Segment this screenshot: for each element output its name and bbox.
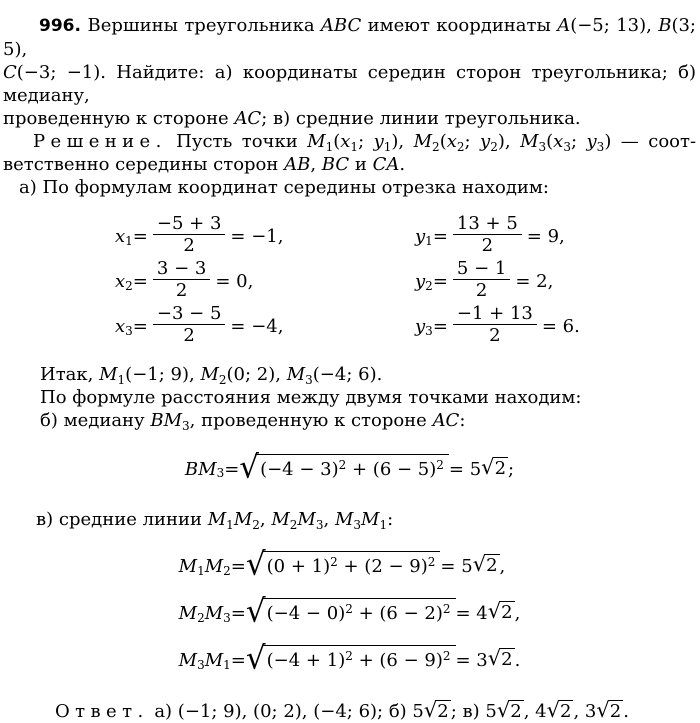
text-run: 13 + 5 [456,213,518,234]
text-run: y [480,131,491,152]
fraction [153,213,226,256]
text-run: = [132,226,148,247]
equation-row: M $_2$ M $_3$ = √ $(-4 - 0)^2 + (6 - 2)^2$ = 4 √ 2 , [178,592,521,630]
text-run: = 4 [455,603,488,624]
text-run: = 9, [526,226,565,247]
text-run: 3 [182,419,190,433]
text-run: 2 [510,700,522,722]
text-run: y [415,316,426,337]
text-run: M [178,603,198,624]
text-run: , [259,509,272,530]
radical-icon: √ [423,697,438,722]
text-run: 2 [175,280,188,301]
text-run: 2 [442,649,451,663]
text-run: M [200,364,219,385]
text-run: AC [234,108,262,129]
equation-row: M $_3$ M $_1$ = √ $(-4 + 1)^2 + (6 - 9)^2$ = 3 √ 2 . [178,639,521,677]
median-equation: BM $_3$ = √ $(-4 - 3)^2 + (6 - 5)^2$ = 5 √ 2 ; [184,448,515,486]
text-run: 2 [345,602,353,616]
text-run: 2 [289,518,298,532]
text-run: y [415,226,426,247]
text-run: = [230,650,246,671]
text-run: ( [546,131,554,152]
text-run: 2 [432,140,440,154]
equation-row: M $_1$ M $_2$ = √ $(0 + 1)^2 + (2 - 9)^2$ = 5 √ 2 , [178,545,506,583]
text-run: ; [464,131,481,152]
text-run: ( [333,131,341,152]
text-run: а) (−1; 9), (0; 2), (−4; 6); б) 5 [148,701,424,722]
text-run: 2 [436,457,444,472]
text-run: : [387,509,394,530]
text-run: 3 − 3 [156,258,207,279]
fraction [453,303,537,346]
text-run: x [553,131,564,152]
text-run: 2 [427,555,436,569]
text-run: проведенную к стороне [3,108,235,129]
text-run: = 5 [440,556,473,577]
text-run: x [340,131,351,152]
answer-line [3,697,696,723]
text-run: (3; 5), [3,15,696,60]
text-run: y [586,131,597,152]
text-run: . [623,701,629,722]
text-run: 1 [226,518,234,532]
text-run: −3 − 5 [156,303,222,324]
text-run: (−3; −1). Найдите: а) координаты середин сторон треугольника; б) медиану, [3,62,696,106]
text-run: ; [508,458,515,480]
text-run: 1 [117,373,126,387]
part-a-heading [3,176,696,199]
radical-icon: √ [245,545,266,583]
text-run: = [432,271,448,292]
text-run: и [349,154,373,175]
text-run: Решение. [33,131,167,152]
text-run: M [297,509,316,530]
text-run: M [361,509,380,530]
text-run: y [415,271,426,292]
text-run: . [399,154,406,175]
text-run: , 3 [573,701,597,722]
text-run: 2 [559,700,572,722]
equation-left: x $_3$ = $\frac{-3 - 5}{2}$ = −4, [115,303,284,346]
text-line [55,697,696,723]
text-line [40,363,696,386]
part-c-heading [3,508,696,531]
text-run: 2 [183,235,195,256]
text-run: M [99,364,118,385]
problem-statement [3,14,696,130]
text-run: x [115,271,126,292]
text-run: (−4; 6). [312,364,383,385]
text-run: (−4 − 0) [266,603,346,624]
fraction [453,213,522,256]
equation-right: y $_2$ = $\frac{5 - 1}{2}$ = 2, [415,258,554,301]
text-run: 2 [442,602,451,616]
midpoints-summary [3,363,696,432]
sqrt-radical [546,697,574,722]
text-run: = [132,316,148,337]
text-run: ABC [320,15,362,36]
text-run: ; [570,131,587,152]
text-run: 2 [437,700,449,722]
text-line [3,61,696,107]
text-line [3,14,696,61]
text-run: −1 + 13 [456,303,533,324]
text-run: (−5; 13), [570,15,659,36]
text-run: ; в) 5 [450,701,497,722]
text-line [19,176,696,199]
text-run: , [499,556,506,577]
text-run: y [373,131,384,152]
text-run: ) — соот- [604,131,697,152]
text-run: , проведенную к стороне [189,410,433,431]
text-run: M [233,509,253,530]
text-run: 2 [501,649,513,670]
radical-icon: √ [487,646,502,670]
text-run: имеют координаты [361,15,558,36]
text-run: Вершины треугольника [87,15,321,36]
text-run: M [307,131,326,152]
text-run: = 0, [215,271,254,292]
text-run: 2 [345,649,353,663]
sqrt-radical [423,697,451,722]
text-run: , [310,154,322,175]
text-run: x [446,131,457,152]
text-run: 2 [481,235,494,256]
text-run: 2 [494,457,507,479]
text-run: x [115,226,126,247]
text-run: = −1, [230,226,284,247]
text-run: A [557,15,571,36]
text-run: (−1; 9), [125,364,201,385]
text-run: 2 [330,555,338,569]
text-run: ; [358,131,374,152]
text-run: Итак, [40,364,100,385]
text-run: , 4 [523,701,547,722]
text-run: ; в) средние линии треугольника. [261,108,581,129]
text-run: CA [372,154,400,175]
text-run: + (6 − 9) [352,650,443,671]
text-run: = [230,603,246,624]
text-run: 2 [252,518,260,532]
text-run: M [520,131,539,152]
text-run: M [204,650,224,671]
sqrt-radical [596,697,623,722]
text-run: 2 [475,280,488,301]
radical-icon: √ [481,454,495,479]
text-run: 3 [596,140,605,154]
text-run: C [3,62,17,83]
text-run: Ответ. [55,701,149,722]
text-run: + (2 − 9) [337,556,428,577]
text-run: 3 [315,518,324,532]
text-run: BC [321,154,350,175]
text-run: = [432,226,448,247]
equation-left: x $_1$ = $\frac{-5 + 3}{2}$ = −1, [115,213,284,256]
text-run: = 6. [541,316,580,337]
text-run: (0 + 1) [266,556,331,577]
text-run: 3 [538,140,547,154]
text-run: ветственно середины сторон [3,154,285,175]
text-run: ( [439,131,447,152]
text-run: BM [184,458,217,480]
text-run: 1 [383,140,392,154]
text-run: 2 [338,457,347,472]
text-line [40,409,696,432]
text-run: 2 [609,700,622,722]
text-run: M [207,509,227,530]
fraction [153,303,226,346]
text-run: + (6 − 5) [346,458,437,480]
text-run: 2 [490,140,498,154]
text-run: б) медиану [40,410,151,431]
text-run: Пусть точки [166,131,308,152]
text-run: , [323,509,335,530]
radical-icon: √ [239,448,260,486]
text-run: M [334,509,354,530]
text-run: 996. [39,16,88,36]
text-run: 2 [486,555,498,576]
text-run: 3 [353,518,362,532]
text-line [36,508,696,531]
text-run: 1 [379,518,388,532]
radical-icon: √ [245,592,266,630]
text-run: + (6 − 2) [352,603,443,624]
text-run: ), [497,131,521,152]
text-run: , [514,603,521,624]
equation-left: x $_2$ = $\frac{3 - 3}{2}$ = 0, [115,258,254,301]
text-run: = [230,556,246,577]
radical-icon: √ [546,697,560,722]
radical-icon: √ [596,697,610,722]
text-line [3,107,696,130]
text-run: = [224,458,240,480]
text-run: M [271,509,290,530]
radical-icon: √ [245,639,266,677]
text-line [3,130,696,153]
text-run: = [132,271,148,292]
midline-equations [3,543,696,684]
text-run: = −4, [230,316,284,337]
text-run: 3 [305,373,313,387]
midpoint-equations [115,214,696,349]
text-run: −5 + 3 [156,213,222,234]
text-run: (−4 + 1) [266,650,346,671]
radical-icon: √ [472,552,487,576]
text-run: 1 [325,140,334,154]
sqrt-radical [481,454,508,479]
solution-intro [3,130,696,176]
text-run: AB [284,154,311,175]
text-run: = [432,316,448,337]
sqrt-radical [473,554,500,575]
text-run: 2 [501,602,513,623]
radical-icon: √ [487,599,502,623]
text-run: 3 [563,140,571,154]
text-run: M [178,556,198,577]
text-run: B [658,15,672,36]
sqrt-radical [488,601,515,622]
text-run: 1 [350,140,359,154]
text-run: 5 − 1 [456,258,507,279]
text-run: (−4 − 3) [260,458,339,480]
text-run: 2 [456,140,465,154]
text-run: M [204,556,224,577]
text-run: M [413,131,433,152]
equation-right: y $_1$ = $\frac{13 + 5}{2}$ = 9, [415,213,565,256]
text-run: По формуле расстояния между двумя точками находим: [40,387,582,408]
text-run: : [459,410,466,431]
sqrt-radical [488,648,515,669]
text-run: = 2, [515,271,554,292]
equation-right: y $_3$ = $\frac{-1 + 13}{2}$ = 6. [415,303,580,346]
text-run: M [204,603,224,624]
sqrt-radical [496,697,524,722]
text-run: = 5 [448,458,482,480]
text-run: M [178,650,198,671]
text-run: а) По формулам координат середины отрезка находим: [19,177,549,198]
text-line [3,153,696,176]
text-run: BM [150,410,183,431]
fraction [153,258,210,301]
text-run: 2 [489,325,501,346]
text-line [40,386,696,409]
text-run: = 3 [455,650,488,671]
fraction [453,258,510,301]
text-run: 2 [183,325,195,346]
text-run: 2 [218,373,227,387]
text-run: x [115,316,126,337]
midline-equations-inner [179,543,521,684]
radical-icon: √ [496,697,511,722]
text-run: в) средние линии [36,509,208,530]
text-run: (0; 2), [226,364,287,385]
text-run: AC [432,410,460,431]
text-run: M [286,364,306,385]
text-run: ), [391,131,414,152]
text-run: . [514,650,521,671]
